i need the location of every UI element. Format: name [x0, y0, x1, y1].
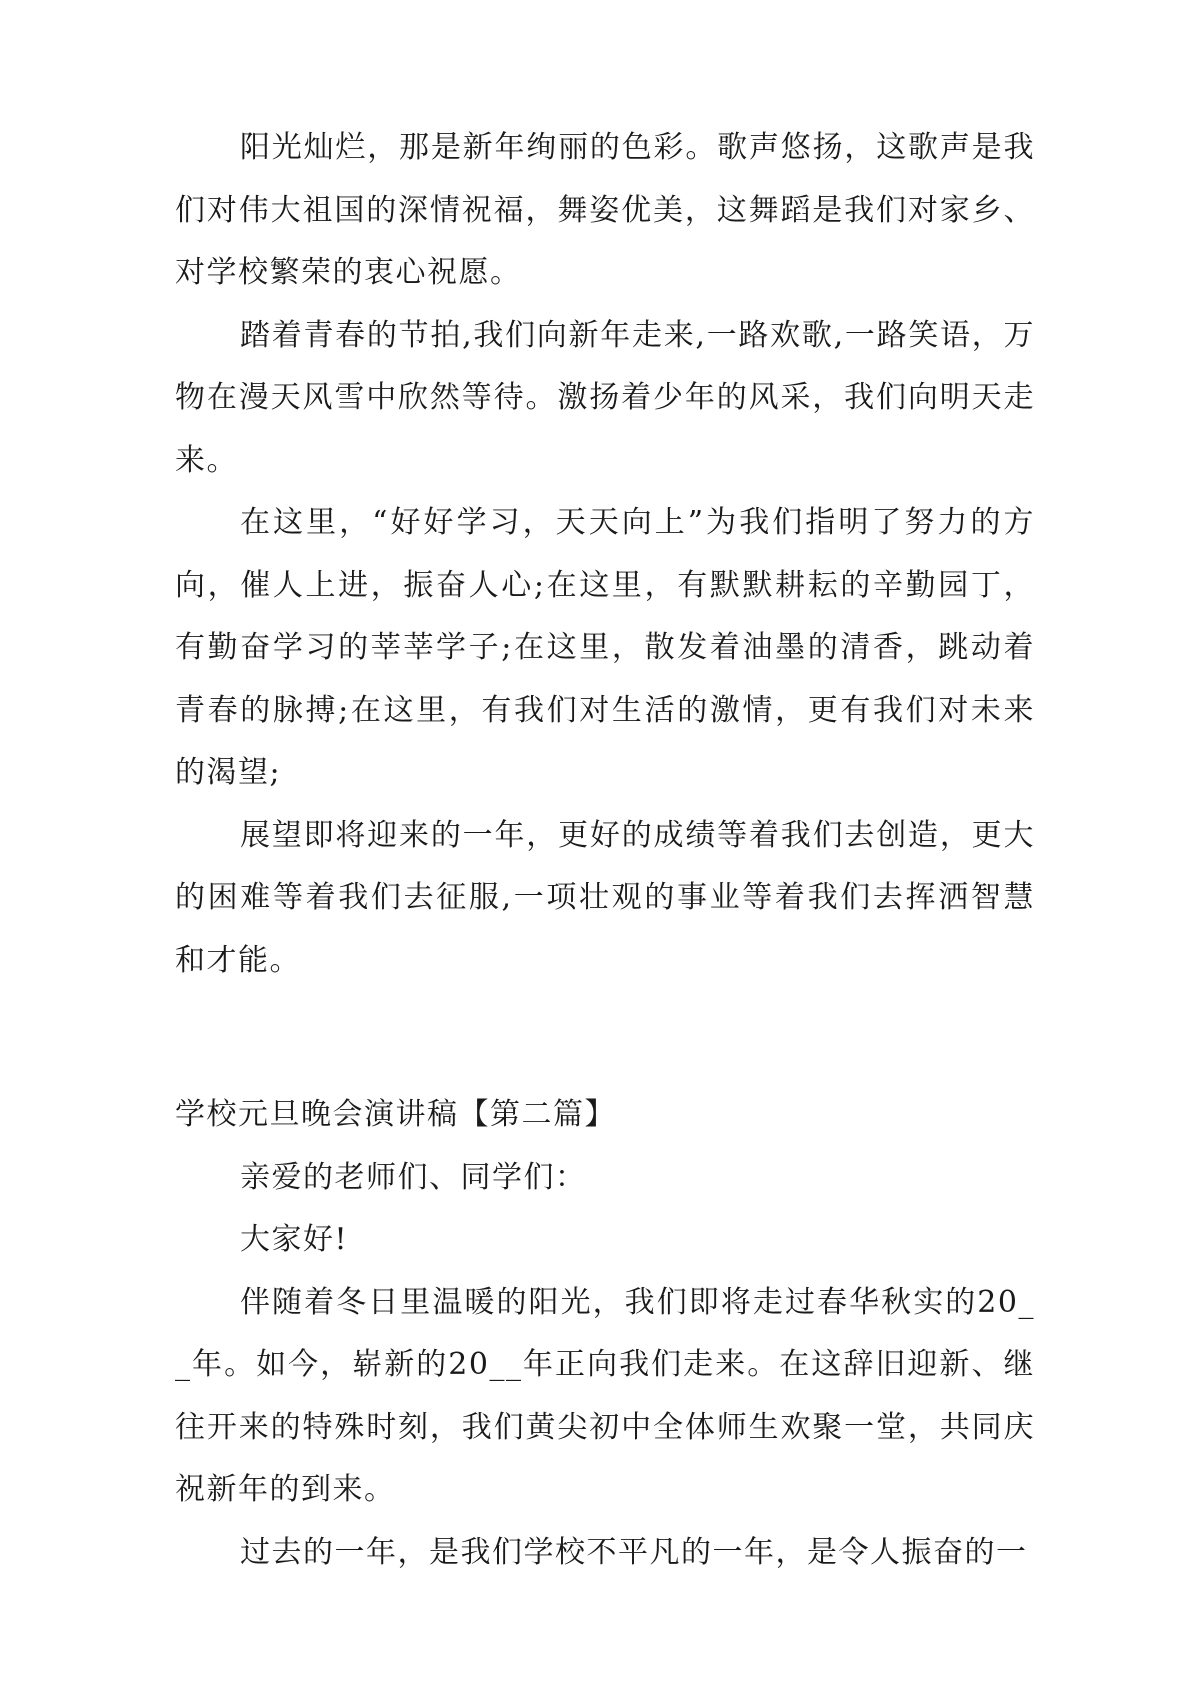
section-heading: 学校元旦晚会演讲稿【第二篇】 — [175, 1097, 616, 1132]
paragraph-youth-rhythm: 踏着青春的节拍,我们向新年走来,一路欢歌,一路笑语，万物在漫天风雪中欣然等待。激扬着少年的风采，我们向明天走来。 — [175, 317, 1035, 478]
document-body — [175, 117, 1035, 1584]
paragraph-past-year: 过去的一年，是我们学校不平凡的一年，是令人振奋的一 — [240, 1534, 1028, 1570]
paragraph-salutation: 亲爱的老师们、同学们： — [240, 1159, 587, 1195]
paragraph-here: 在这里，“好好学习，天天向上”为我们指明了努力的方向，催人上进，振奋人心;在这里，有默默耕耘的辛勤园丁，有勤奋学习的莘莘学子;在这里，散发着油墨的清香，跳动着青春的脉搏;在这里，有我们对生活的激情，更有我们对未来的渴望; — [175, 505, 1035, 790]
paragraph-greeting: 大家好! — [240, 1222, 349, 1257]
paragraph-sunshine: 阳光灿烂，那是新年绚丽的色彩。歌声悠扬，这歌声是我们对伟大祖国的深情祝福，舞姿优美，这舞蹈是我们对家乡、对学校繁荣的衷心祝愿。 — [175, 130, 1035, 290]
paragraph-winter-sunshine: 伴随着冬日里温暖的阳光，我们即将走过春华秋实的20__年。如今，崭新的20__年正向我们走来。在这辞旧迎新、继往开来的特殊时刻，我们黄尖初中全体师生欢聚一堂，共同庆祝新年的到来。 — [175, 1284, 1035, 1507]
paragraph-outlook: 展望即将迎来的一年，更好的成绩等着我们去创造，更大的困难等着我们去征服,一项壮观的事业等着我们去挥洒智慧和才能。 — [175, 817, 1035, 978]
